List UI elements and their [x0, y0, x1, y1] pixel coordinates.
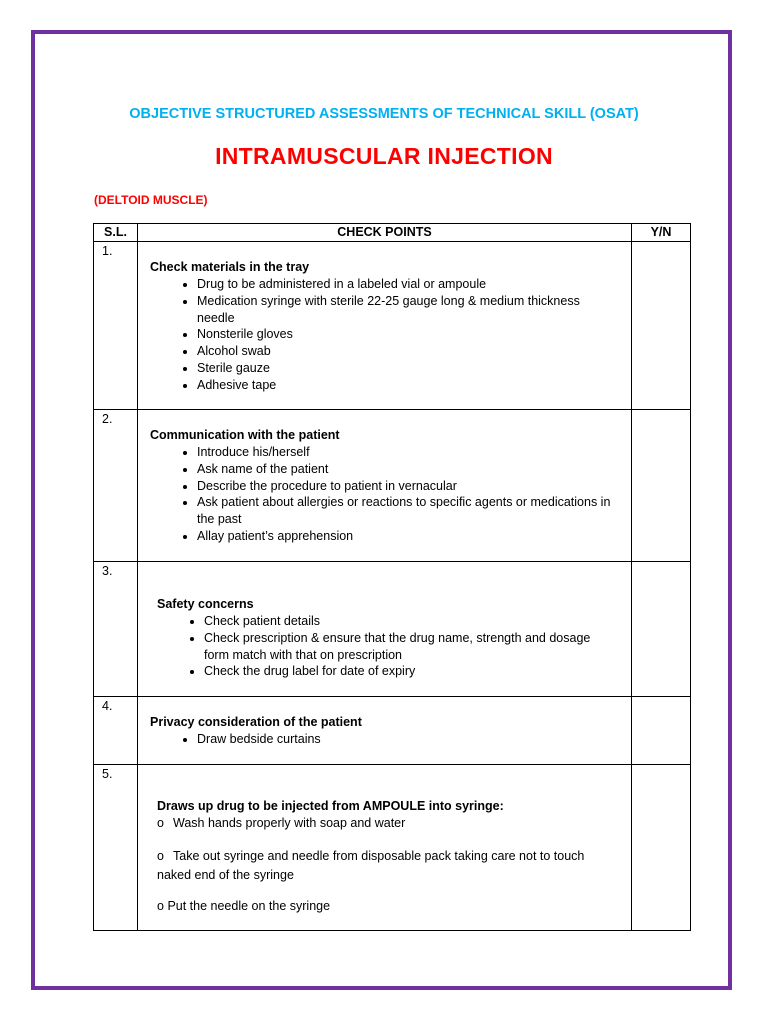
- checklist-table: [93, 223, 691, 931]
- list-item: • Ask patient about allergies or reactions to specific agents or medications in the past: [197, 494, 631, 528]
- circle-bullet-icon: o: [157, 849, 164, 863]
- circle-bullet-icon: o: [157, 816, 164, 830]
- yn-cell[interactable]: [632, 562, 691, 697]
- yn-cell[interactable]: [632, 697, 691, 765]
- row-number: 3.: [94, 562, 138, 697]
- list-item: • Sterile gauze: [197, 360, 631, 377]
- table-row: [94, 562, 691, 697]
- row-number: 1.: [94, 242, 138, 410]
- check-point-cell: [138, 410, 632, 562]
- check-point-cell: [138, 242, 632, 410]
- check-point-heading: Safety concerns: [157, 597, 254, 611]
- list-item: [157, 815, 631, 832]
- step-text: Take out syringe and needle from disposable pack taking care not to touch naked end of the syringe: [157, 849, 585, 882]
- check-point-cell: [138, 697, 632, 765]
- list-item: • Describe the procedure to patient in vernacular: [197, 478, 631, 495]
- list-item: • Check prescription & ensure that the drug name, strength and dosage form match with that on prescription: [204, 630, 631, 664]
- table-row: [94, 242, 691, 410]
- list-item: • Check patient details: [204, 613, 631, 630]
- table-row: [94, 697, 691, 765]
- row-number: 2.: [94, 410, 138, 562]
- yn-cell[interactable]: [632, 242, 691, 410]
- yn-cell[interactable]: [632, 410, 691, 562]
- list-item: [157, 847, 631, 885]
- step-text: Wash hands properly with soap and water: [173, 816, 406, 830]
- document-subtitle: OBJECTIVE STRUCTURED ASSESSMENTS OF TECHNICAL SKILL (OSAT): [129, 106, 639, 122]
- header-check-points: CHECK POINTS: [138, 224, 632, 242]
- table-row: [94, 410, 691, 562]
- check-point-heading: Check materials in the tray: [150, 260, 310, 274]
- table-header-row: [94, 224, 691, 242]
- step-text: Put the needle on the syringe: [167, 899, 331, 913]
- muscle-tag: (DELTOID MUSCLE): [94, 193, 208, 207]
- check-point-list: [150, 444, 631, 545]
- list-item: • Adhesive tape: [197, 377, 631, 394]
- header-yn: Y/N: [632, 224, 691, 242]
- list-item: • Allay patient’s apprehension: [197, 528, 631, 545]
- check-point-heading: Privacy consideration of the patient: [150, 715, 362, 729]
- row-number: 4.: [94, 697, 138, 765]
- list-item: [157, 898, 631, 915]
- list-item: • Ask name of the patient: [197, 461, 631, 478]
- list-item: • Introduce his/herself: [197, 444, 631, 461]
- check-point-heading: Communication with the patient: [150, 428, 340, 442]
- table-row: [94, 765, 691, 931]
- list-item: • Draw bedside curtains: [197, 731, 631, 748]
- row-number: 5.: [94, 765, 138, 931]
- check-point-list: [150, 276, 631, 394]
- header-sl: S.L.: [94, 224, 138, 242]
- check-point-heading: Draws up drug to be injected from AMPOULE into syringe:: [157, 799, 504, 813]
- check-point-cell: [138, 765, 632, 931]
- check-point-list: [150, 731, 631, 748]
- list-item: • Medication syringe with sterile 22-25 gauge long & medium thickness needle: [197, 293, 631, 327]
- list-item: • Alcohol swab: [197, 343, 631, 360]
- list-item: • Check the drug label for date of expiry: [204, 663, 631, 680]
- check-point-list: [157, 613, 631, 680]
- yn-cell[interactable]: [632, 765, 691, 931]
- list-item: • Nonsterile gloves: [197, 326, 631, 343]
- circle-bullet-icon: o: [157, 899, 164, 913]
- check-point-cell: [138, 562, 632, 697]
- document-title: INTRAMUSCULAR INJECTION: [215, 143, 553, 169]
- list-item: • Drug to be administered in a labeled vial or ampoule: [197, 276, 631, 293]
